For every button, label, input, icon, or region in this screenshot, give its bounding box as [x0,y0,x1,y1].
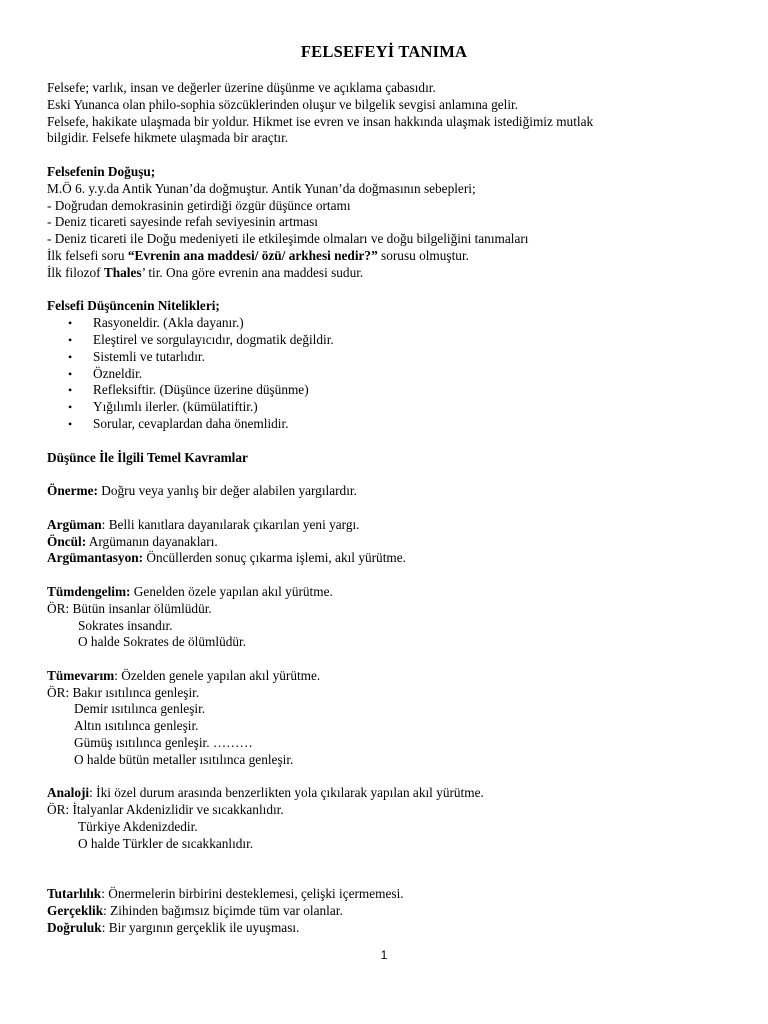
definition-onerme [47,483,727,500]
bullet-icon: • [68,366,73,381]
term: Argümantasyon: [47,550,144,566]
dogusu-line: - Doğrudan demokrasinin getirdiği özgür düşünce ortamı [47,197,351,213]
list-item-text: Yığılımlı ilerler. (kümülatiftir.) [93,399,258,415]
dogusu-line: - Deniz ticareti sayesinde refah seviyesinin artması [47,214,319,230]
list-item-text: Sorular, cevaplardan daha önemlidir. [93,415,289,431]
first-question-line [47,248,727,265]
list-item [47,332,727,349]
list-item [47,416,727,433]
definition-gerceklik [47,903,727,920]
intro-line: bilgidir. Felsefe hikmete ulaşmada bir araçtır. [47,130,289,146]
term: Tümdengelim: [47,583,131,599]
bullet-icon: • [68,332,73,347]
list-item [47,366,727,383]
definition-text: Öncüllerden sonuç çıkarma işlemi, akıl yürütme. [143,550,406,566]
section-heading-dogusu: Felsefenin Doğuşu; [47,163,156,179]
term: Tutarlılık [47,886,102,902]
document-body [47,80,727,937]
list-item [47,382,727,399]
bullet-icon: • [68,316,73,331]
example-line: Altın ısıtılınca genleşir. [74,718,199,734]
definition-text: Doğru veya yanlış bir değer alabilen yargılardır. [97,483,357,499]
section-heading-nitelikler: Felsefi Düşüncenin Nitelikleri; [47,298,220,314]
definition-tumdengelim [47,584,727,601]
bullet-icon: • [68,383,73,398]
intro-line: Eski Yunanca olan philo-sophia sözcüklerinden oluşur ve bilgelik sevgisi anlamına gelir. [47,96,519,112]
term: Öncül: [47,533,87,549]
list-item-text: Rasyoneldir. (Akla dayanır.) [93,315,244,331]
term: Önerme: [47,483,98,499]
definition-tutarlilik [47,886,727,903]
definition-text: : Önermelerin birbirini desteklemesi, çelişki içermemesi. [101,886,404,902]
thales-line [47,265,727,282]
definition-tumevarim [47,668,727,685]
thales-pre: İlk filozof [47,264,104,280]
example-line: Demir ısıtılınca genleşir. [74,701,206,717]
definition-text: : Özelden genele yapılan akıl yürütme. [114,667,321,683]
example-line: Gümüş ısıtılınca genleşir. ……… [74,735,253,751]
term: Argüman [47,516,102,532]
definition-dogruluk [47,920,727,937]
term: Gerçeklik [47,903,104,919]
list-item-text: Sistemli ve tutarlıdır. [93,348,205,364]
list-item [47,315,727,332]
list-item-text: Refleksiftir. (Düşünce üzerine düşünme) [93,382,309,398]
definition-text: Argümanın dayanakları. [86,533,218,549]
first-question-pre: İlk felsefi soru [47,247,128,263]
example-line: ÖR: İtalyanlar Akdenizlidir ve sıcakkanlıdır. [47,802,284,818]
list-item [47,399,727,416]
example-line: O halde bütün metaller ısıtılınca genleşir. [74,751,294,767]
intro-line: Felsefe; varlık, insan ve değerler üzerine düşünme ve açıklama çabasıdır. [47,80,436,95]
first-question-post: sorusu olmuştur. [377,247,469,263]
page-number: 1 [380,948,388,962]
list-item [47,349,727,366]
example-line: Sokrates insandır. [78,617,173,633]
thales-bold: Thales [103,264,142,280]
definition-oncul [47,534,727,551]
bullet-icon: • [68,349,73,364]
dogusu-line: M.Ö 6. y.y.da Antik Yunan’da doğmuştur. Antik Yunan’da doğmasının sebepleri; [47,180,476,196]
definition-text: : İki özel durum arasında benzerlikten yola çıkılarak yapılan akıl yürütme. [89,785,484,801]
intro-line: Felsefe, hakikate ulaşmada bir yoldur. Hikmet ise evren ve insan hakkında ulaşmak istediğimiz mutlak [47,113,594,129]
example-line: Türkiye Akdenizdedir. [78,819,198,835]
term: Doğruluk [47,919,102,935]
bullet-icon: • [68,416,73,431]
example-line: ÖR: Bütün insanlar ölümlüdür. [47,600,212,616]
definition-argumantasyon [47,550,727,567]
page-title: FELSEFEYİ TANIMA [300,42,468,61]
list-item-text: Özneldir. [93,365,143,381]
definition-text: Genelden özele yapılan akıl yürütme. [130,583,333,599]
example-line: O halde Türkler de sıcakkanlıdır. [78,835,254,851]
thales-post: ’ tir. Ona göre evrenin ana maddesi sudur. [141,264,364,280]
list-item-text: Eleştirel ve sorgulayıcıdır, dogmatik değildir. [93,331,334,347]
dogusu-line: - Deniz ticareti ile Doğu medeniyeti ile etkileşimde olmaları ve doğu bilgeliğini tanımaları [47,231,529,247]
bullet-icon: • [68,400,73,415]
example-line: ÖR: Bakır ısıtılınca genleşir. [47,684,200,700]
term: Tümevarım [47,667,115,683]
definition-text: : Bir yargının gerçeklik ile uyuşması. [101,919,300,935]
definition-analoji [47,785,727,802]
section-heading-kavramlar: Düşünce İle İlgili Temel Kavramlar [47,449,248,465]
term: Analoji [47,785,90,801]
definition-text: : Zihinden bağımsız biçimde tüm var olanlar. [103,903,343,919]
first-question-bold: “Evrenin ana maddesi/ özü/ arkhesi nedir?” [127,247,378,263]
definition-text: : Belli kanıtlara dayanılarak çıkarılan yeni yargı. [101,516,360,532]
example-line: O halde Sokrates de ölümlüdür. [78,634,247,650]
definition-arguman [47,517,727,534]
